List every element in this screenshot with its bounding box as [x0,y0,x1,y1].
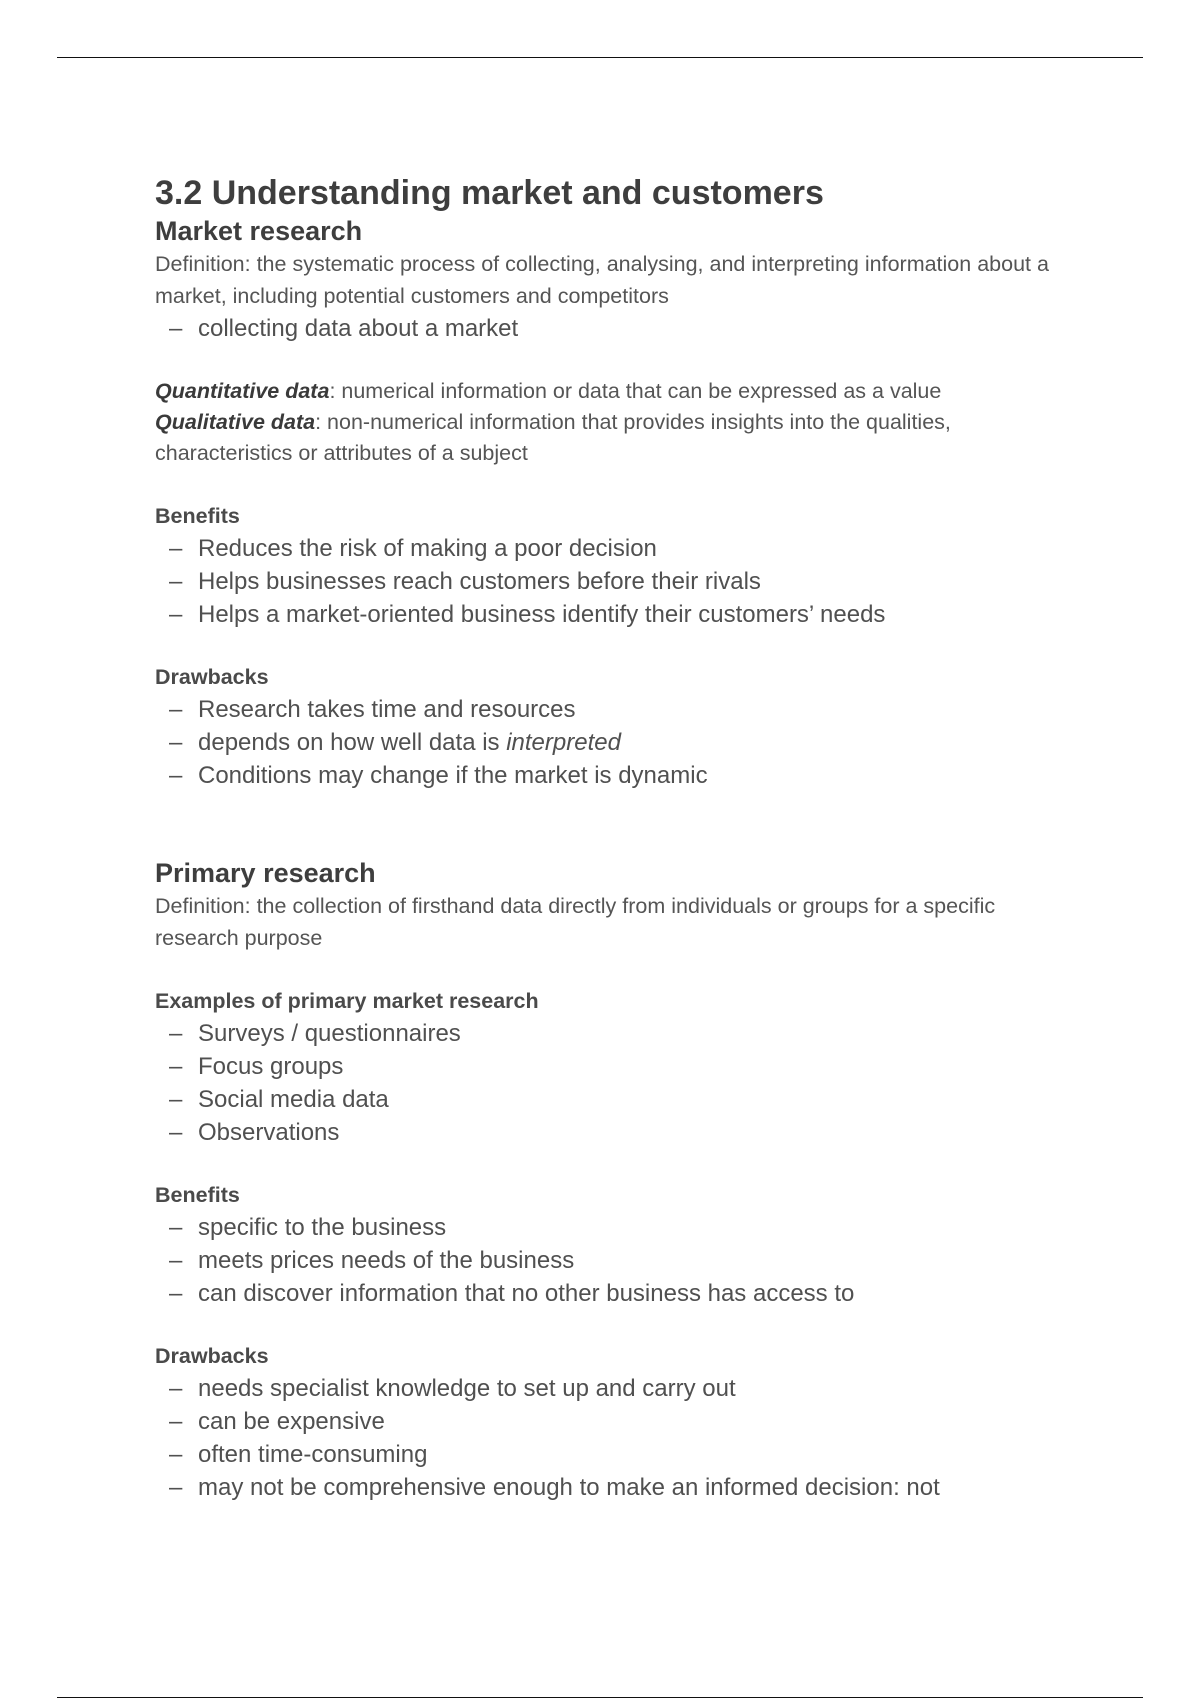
list-item: – Focus groups [155,1050,1055,1083]
list-item: – Reduces the risk of making a poor decision [155,532,1055,565]
qualitative-data-term: Qualitative data [155,410,316,434]
page-title: 3.2 Understanding market and customers [155,174,824,212]
list-item: – specific to the business [155,1211,1055,1244]
list-item: – Helps a market-oriented business identify their customers’ needs [155,598,1055,631]
qualitative-data-text: : non-numerical information that provides insights into the qualities, characteristics or attributes of a subject [155,410,951,465]
list-item: – can discover information that no other business has access to [155,1277,1055,1310]
list-item-text: depends on how well data is [198,729,507,756]
primary-research-benefits-list [155,1211,1055,1310]
section-heading-primary-research: Primary research [155,858,376,888]
list-item: – Social media data [155,1083,1055,1116]
qualitative-data-definition [155,407,1055,469]
market-research-benefits-list [155,532,1055,631]
quantitative-data-definition [155,376,1055,407]
market-research-bullets [155,312,1055,345]
document-body [155,172,1055,1504]
list-item: – meets prices needs of the business [155,1244,1055,1277]
list-item: – Research takes time and resources [155,693,1055,726]
market-research-definition: Definition: the systematic process of collecting, analysing, and interpreting information about a market, including potential customers and competitors [155,252,1049,308]
primary-research-definition: Definition: the collection of firsthand data directly from individuals or groups for a specific research purpose [155,894,996,950]
quantitative-data-text: : numerical information or data that can be expressed as a value [329,379,942,403]
primary-research-examples-heading: Examples of primary market research [155,989,539,1013]
list-item: – can be expensive [155,1405,1055,1438]
list-item: – may not be comprehensive enough to make an informed decision: not [155,1471,1055,1504]
italic-emphasis: interpreted [506,729,621,756]
market-research-benefits-heading: Benefits [155,504,240,528]
section-heading-market-research: Market research [155,216,363,246]
list-item: – Observations [155,1116,1055,1149]
primary-research-examples-list [155,1017,1055,1149]
top-rule [57,57,1143,58]
list-item [155,726,1055,759]
list-item: – collecting data about a market [155,312,1055,345]
market-research-drawbacks-heading: Drawbacks [155,665,269,689]
list-item: – Conditions may change if the market is dynamic [155,759,1055,792]
list-item: – needs specialist knowledge to set up and carry out [155,1372,1055,1405]
list-item: – often time-consuming [155,1438,1055,1471]
list-item: – Surveys / questionnaires [155,1017,1055,1050]
primary-research-drawbacks-heading: Drawbacks [155,1344,269,1368]
list-item: – Helps businesses reach customers before their rivals [155,565,1055,598]
bottom-rule [57,1697,1143,1698]
quantitative-data-term: Quantitative data [155,379,330,403]
market-research-drawbacks-list [155,693,1055,792]
primary-research-benefits-heading: Benefits [155,1183,240,1207]
primary-research-drawbacks-list [155,1372,1055,1504]
